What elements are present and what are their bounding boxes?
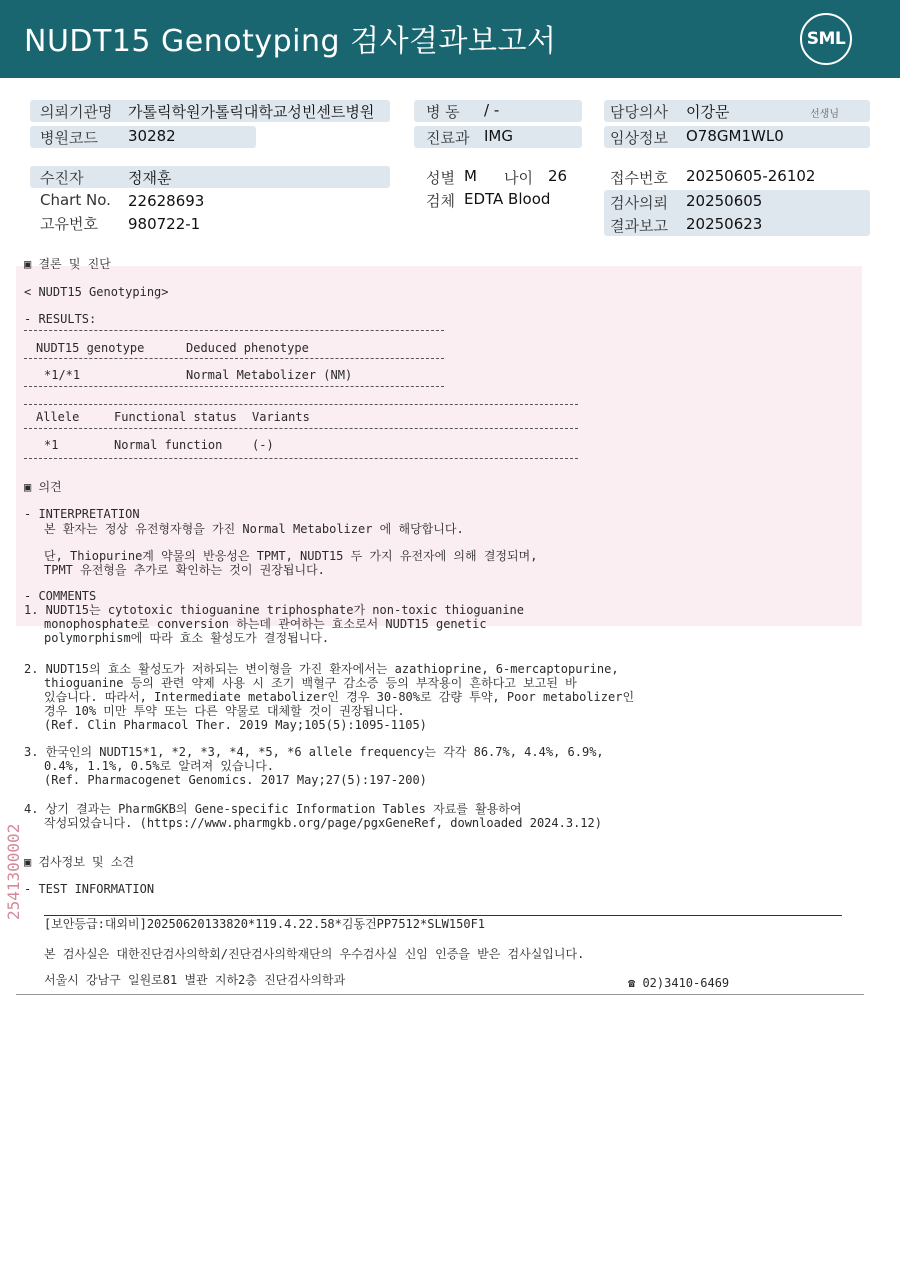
department-label: 진료과 [426,129,470,147]
certification-text: 본 검사실은 대한진단검사의학회/진단검사의학재단의 우수검사실 신임 인증을 받은 검사실입니다. [44,947,585,961]
divider [24,404,578,405]
security-stamp: [보안등급:대외비]20250620133820*119.4.22.58*김동건PP7512*SLW150F1 [44,917,486,931]
variants-value: (-) [252,438,274,452]
ward-label: 병 동 [426,103,460,121]
chart-value: 22628693 [128,192,205,210]
comment-line: 4. 상기 결과는 PharmGKB의 Gene-specific Information Tables 자료를 활용하여 [24,802,522,816]
divider [24,428,578,429]
clinical-label: 임상정보 [610,129,668,147]
side-stamp: 2541300002 [4,823,23,920]
patient-box [30,166,390,188]
request-label: 검사의뢰 [610,194,668,212]
divider [24,458,578,459]
divider [44,915,842,916]
interpretation-header: - INTERPRETATION [24,507,140,521]
comment-line: 경우 10% 미만 투약 또는 다른 약물로 대체할 것이 권장됩니다. [44,704,405,718]
comment-reference: (Ref. Clin Pharmacol Ther. 2019 May;105(5):1095-1105) [44,718,427,732]
chart-label: Chart No. [40,191,111,209]
comment-line: polymorphism에 따라 효소 활성도가 결정됩니다. [44,631,330,645]
genotype-column-header: NUDT15 genotype [36,341,145,355]
comment-reference: (Ref. Pharmacogenet Genomics. 2017 May;27(5):197-200) [44,773,427,787]
sml-logo [800,13,852,65]
age-label: 나이 [504,169,533,187]
report-title: NUDT15 Genotyping 검사결과보고서 [24,24,557,59]
genotype-value: *1/*1 [44,368,81,382]
section-test-info-heading: ▣ 검사정보 및 소견 [24,855,135,869]
clinical-value: O78GM1WL0 [686,127,784,145]
age-value: 26 [548,167,568,185]
functional-value: Normal function [114,438,223,452]
section-conclusion-heading: ▣ 결론 및 진단 [24,257,111,271]
interpretation-line: 본 환자는 정상 유전형자형을 가진 Normal Metabolizer 에 해당합니다. [44,522,464,536]
specimen-value: EDTA Blood [464,190,551,208]
request-value: 20250605 [686,192,763,210]
comment-line: 2. NUDT15의 효소 활성도가 저하되는 변이형을 가진 환자에서는 azathioprine, 6-mercaptopurine, [24,662,619,676]
logo-text: SML [806,29,846,49]
comment-line: 3. 한국인의 NUDT15*1, *2, *3, *4, *5, *6 allele frequency는 각각 86.7%, 4.4%, 6.9%, [24,745,604,759]
divider [24,330,444,331]
ward-value: / - [484,101,500,119]
comment-line: monophosphate로 conversion 하는데 관여하는 효소로서 NUDT15 genetic [44,617,487,631]
allele-value: *1 [44,438,59,452]
comment-line: 작성되었습니다. (https://www.pharmgkb.org/page/pgxGeneRef, downloaded 2024.3.12) [44,816,602,830]
phenotype-value: Normal Metabolizer (NM) [186,368,353,382]
phenotype-column-header: Deduced phenotype [186,341,309,355]
comment-line: 1. NUDT15는 cytotoxic thioguanine triphosphate가 non-toxic thioguanine [24,603,525,617]
hospital-code-label: 병원코드 [40,129,98,147]
test-name: < NUDT15 Genotyping> [24,285,169,299]
results-header: - RESULTS: [24,312,97,326]
divider [24,386,444,387]
comments-header: - COMMENTS [24,589,97,603]
hospital-code-value: 30282 [128,127,176,145]
patient-label: 수진자 [40,169,84,187]
comment-line: 0.4%, 1.1%, 0.5%로 알려져 있습니다. [44,759,275,773]
section-opinion-heading: ▣ 의견 [24,480,62,494]
sex-value: M [464,167,477,185]
comment-line: 있습니다. 따라서, Intermediate metabolizer인 경우 30-80%로 감량 투약, Poor metabolizer인 [44,690,635,704]
receipt-label: 접수번호 [610,169,668,187]
institution-label: 의뢰기관명 [40,103,113,121]
report-date-value: 20250623 [686,215,763,233]
department-value: IMG [484,127,513,145]
interpretation-line: 단, Thiopurine계 약물의 반응성은 TPMT, NUDT15 두 가지 유전자에 의해 결정되며, [44,549,538,563]
receipt-value: 20250605-26102 [686,167,816,185]
doctor-suffix: 선생님 [810,109,839,120]
id-value: 980722-1 [128,215,201,233]
bottom-rule [16,994,864,995]
report-date-label: 결과보고 [610,217,668,235]
allele-column-header: Allele [36,410,80,424]
doctor-label: 담당의사 [610,103,668,121]
specimen-label: 검체 [426,192,455,210]
scanned-report [16,244,864,996]
divider [24,358,444,359]
variants-column-header: Variants [252,410,310,424]
phone-text: ☎ 02)3410-6469 [628,976,730,990]
report-header [0,0,900,78]
sex-label: 성별 [426,169,455,187]
interpretation-line: TPMT 유전형을 추가로 확인하는 것이 권장됩니다. [44,563,325,577]
test-information-header: - TEST INFORMATION [24,882,155,896]
address-text: 서울시 강남구 일원로81 별관 지하2층 진단검사의학과 [44,973,346,987]
patient-value: 정재훈 [128,169,172,187]
functional-column-header: Functional status [114,410,237,424]
institution-value: 가톨릭학원가톨릭대학교성빈센트병원 [128,103,375,121]
id-label: 고유번호 [40,215,98,233]
comment-line: thioguanine 등의 관련 약제 사용 시 조기 백혈구 감소증 등의 부작용이 흔하다고 보고된 바 [44,676,577,690]
doctor-value: 이강문 [686,103,730,121]
